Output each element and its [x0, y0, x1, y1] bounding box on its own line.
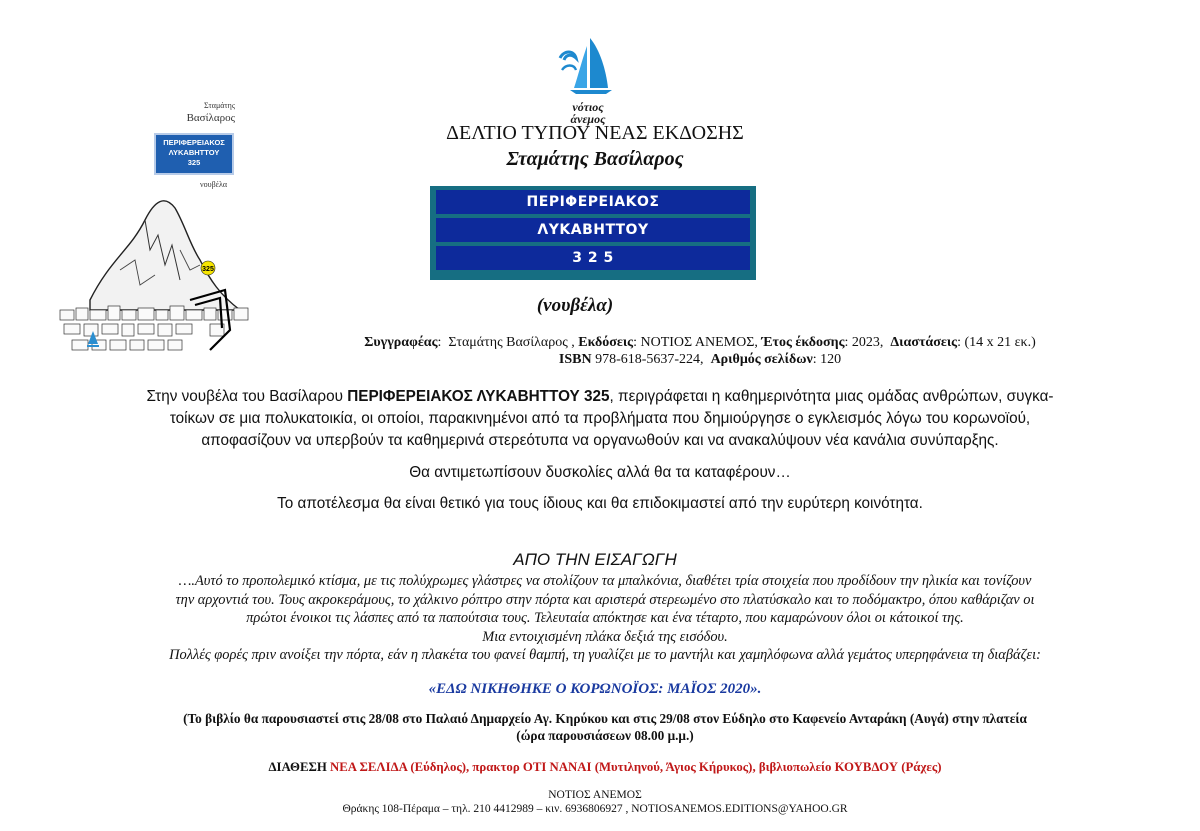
- genre-label: (νουβέλα): [536, 295, 614, 316]
- isbn-label: ISBN: [558, 352, 592, 367]
- intro-line-1: ….Αυτό το προπολεμικό κτίσμα, με τις πολύχρωμες γλάστρες να στολίζουν τα μπαλκόνια, διαθέτει τρία στοιχεία που προδίδουν την ηλικία και τονίζουν: [178, 573, 1032, 589]
- pages-value: 120: [820, 352, 842, 367]
- book-metadata-line-2: ISBN 978-618-5637-224, Αριθμός σελίδων: 120: [558, 352, 842, 367]
- intro-line-5: Πολλές φορές πριν ανοίξει την πόρτα, εάν η πλακέτα του φανεί θαμπή, τη γυαλίζει με το μαντήλι και χαμηλόφωνα αλλά γεμάτος υπερηφάνεια τη διαβάζει:: [169, 647, 1041, 663]
- publisher-value: ΝΟΤΙΟΣ ΑΝΕΜΟΣ,: [640, 335, 758, 350]
- publisher-label: Εκδόσεις: [578, 335, 634, 350]
- distribution-store-1: ΝΕΑ ΣΕΛΙΔΑ (Εύδηλος), πρακτορ ΟΤΙ ΝΑΝΑΙ (Μυτιληνού, Άγιος Κήρυκος), βιβλιοπωλείο ΚΟΥΒΔΟΥ (Ράχες): [330, 760, 942, 774]
- presentation-line-1: (Το βιβλίο θα παρουσιαστεί στις 28/08 στο Παλαιό Δημαρχείο Αγ. Κηρύκου και στις 29/08 στον Εύδηλο στο Καφενείο Ανταράκη (Αυγά) στην πλατεία: [183, 711, 1027, 726]
- cover-author-first: Σταμάτης: [204, 101, 235, 110]
- press-release-title: ΔΕΛΤΙΟ ΤΥΠΟΥ ΝΕΑΣ ΕΚΔΟΣΗΣ: [446, 122, 744, 144]
- isbn-value: 978-618-5637-224,: [595, 352, 704, 367]
- intro-line-4: Μια εντοιχισμένη πλάκα δεξιά της εισόδου.: [482, 628, 728, 645]
- presentation-line-2: (ώρα παρουσιάσεων 08.00 μ.μ.): [516, 728, 694, 743]
- cover-title-box: [154, 133, 234, 175]
- publisher-logo: [548, 36, 628, 132]
- description-paragraph: [90, 386, 1110, 452]
- intro-excerpt: [40, 572, 1170, 665]
- logo-text-line1: νότιος: [572, 100, 604, 114]
- intro-quote: «ΕΔΩ ΝΙΚΗΘΗΚΕ Ο ΚΟΡΩΝΟΪΟΣ: ΜΑΪΟΣ 2020».: [428, 681, 762, 697]
- cover-sign-number: 325: [202, 266, 214, 273]
- distribution-info: [40, 760, 1170, 775]
- sailboat-logo-icon: [548, 36, 628, 96]
- cover-illustration: [50, 190, 260, 360]
- book-title-line-1: ΠΕΡΙΦΕΡΕΙΑΚΟΣ: [436, 190, 750, 214]
- description-paragraph-3: Το αποτέλεσμα θα είναι θετικό για τους ίδιους και θα επιδοκιμαστεί από την ευρύτερη κοινότητα.: [277, 495, 923, 512]
- pages-label: Αριθμός σελίδων: [710, 352, 813, 367]
- book-metadata-line-1: Συγγραφέας: Σταμάτης Βασίλαρος , Εκδόσεις: ΝΟΤΙΟΣ ΑΝΕΜΟΣ, Έτος έκδοσης: 2023, Διαστάσεις: (14 x 21 εκ.): [364, 335, 1036, 350]
- book-title-inline: ΠΕΡΙΦΕΡΕΙΑΚΟΣ ΛΥΚΑΒΗΤΤΟΥ 325: [347, 388, 610, 405]
- dimensions-label: Διαστάσεις: [890, 335, 958, 350]
- cover-author-last: Βασίλαρος: [186, 112, 235, 124]
- cover-title-line-3: 325: [187, 158, 201, 167]
- author-label: Συγγραφέας: [364, 335, 438, 350]
- author-name: Σταμάτης Βασίλαρος: [506, 148, 684, 170]
- book-title-line-3: 3 2 5: [436, 246, 750, 270]
- distribution-label: ΔΙΑΘΕΣΗ: [268, 760, 330, 774]
- author-value: Σταμάτης Βασίλαρος: [448, 335, 568, 350]
- intro-line-3: πρώτοι ένοικοι τις λάσπες από τα παπούτσια τους. Τελευταία απόκτησε και ένα τέταρτο, που καμαρώνουν όλοι οι κάτοικοί της.: [246, 610, 964, 626]
- description-paragraph-2: Θα αντιμετωπίσουν δυσκολίες αλλά θα τα καταφέρουν…: [409, 464, 791, 481]
- book-cover-image: [50, 100, 260, 360]
- year-value: 2023,: [851, 335, 884, 350]
- intro-heading: ΑΠΟ ΤΗΝ ΕΙΣΑΓΩΓΗ: [513, 550, 677, 569]
- footer-publisher: ΝΟΤΙΟΣ ΑΝΕΜΟΣ: [548, 789, 642, 801]
- description-line-2: τοίκων σε μια πολυκατοικία, οι οποίοι, παρακινημένοι από τα προβλήματα που δημιούργησε ο εγκλεισμός λόγω του κορωνοϊού,: [169, 410, 1031, 427]
- cover-title-line-1: ΠΕΡΙΦΕΡΕΙΑΚΟΣ: [163, 138, 225, 147]
- book-title-box: [430, 186, 756, 280]
- description-line-3: αποφασίζουν να υπερβούν τα καθημερινά στερεότυπα να οργανωθούν και να ανακαλύψουν νέα κανάλια συνύπαρξης.: [201, 432, 999, 449]
- footer-contact: Θράκης 108-Πέραμα – τηλ. 210 4412989 – κιν. 6936806927 , NOTIOSANEMOS.EDITIONS@YAHOO.GR: [342, 803, 848, 815]
- intro-line-2: την αρχοντιά του. Τους ακροκεράμους, το χάλκινο ρόπτρο στην πόρτα και αριστερά στερεωμένο στο πλατύσκαλο και το ποδόμακτρο, όπου καθάριζαν οι: [175, 591, 1035, 608]
- logo-text-line2: άνεμος: [570, 112, 606, 126]
- description-line-1: Στην νουβέλα του Βασίλαρου ΠΕΡΙΦΕΡΕΙΑΚΟΣ ΛΥΚΑΒΗΤΤΟΥ 325, περιγράφεται η καθημερινότητα μιας ομάδας ανθρώπων, συγκα-: [146, 388, 1054, 405]
- year-label: Έτος έκδοσης: [761, 335, 845, 350]
- book-title-line-2: ΛΥΚΑΒΗΤΤΟΥ: [436, 218, 750, 242]
- presentation-info: [40, 710, 1170, 744]
- cover-publisher-logo-icon: [86, 330, 100, 350]
- dimensions-value: (14 x 21 εκ.): [964, 335, 1036, 350]
- cover-title-line-2: ΛΥΚΑΒΗΤΤΟΥ: [168, 148, 220, 157]
- cover-genre: νουβέλα: [200, 180, 228, 189]
